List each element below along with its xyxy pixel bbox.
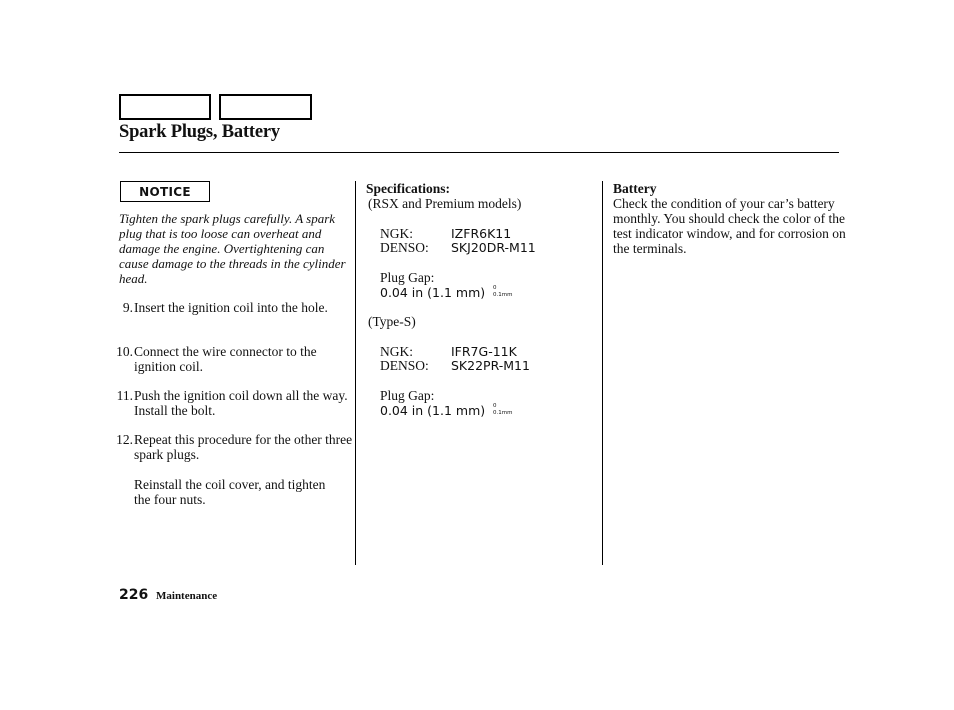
step-number: 12.: [116, 432, 133, 447]
rsx-gap-tolerance-bottom: 0.1mm: [493, 292, 513, 298]
types-gap-value: 0.04 in (1.1 mm): [380, 403, 486, 418]
step-text: Repeat this procedure for the other three spark plugs.: [134, 432, 353, 462]
types-label: (Type-S): [368, 314, 416, 329]
types-denso-label: DENSO:: [380, 358, 429, 373]
battery-heading: Battery: [613, 181, 657, 196]
rsx-gap-value: 0.04 in (1.1 mm): [380, 285, 486, 300]
step-text: Insert the ignition coil into the hole.: [134, 300, 328, 315]
step-number: 11.: [116, 388, 133, 403]
notice-badge: [120, 181, 210, 202]
step-item: [113, 344, 353, 374]
page-title: Spark Plugs, Battery: [119, 122, 280, 142]
battery-section: [613, 181, 848, 256]
types-gap-tolerance-top: 0: [493, 403, 497, 409]
nav-button-2[interactable]: [219, 94, 312, 120]
rsx-denso-label: DENSO:: [380, 240, 429, 255]
notice-label: NOTICE: [139, 184, 191, 199]
column-divider-1: [355, 181, 356, 565]
nav-button-1[interactable]: [119, 94, 211, 120]
step-item: [113, 388, 353, 418]
rsx-denso-value: SKJ20DR-M11: [451, 240, 536, 255]
step-item: [113, 300, 353, 315]
types-ngk-label: NGK:: [380, 344, 413, 359]
rsx-ngk-value: IZFR6K11: [451, 226, 512, 241]
rsx-gap-label: Plug Gap:: [380, 270, 435, 285]
page-number: 226: [119, 587, 149, 603]
step-number: 10.: [116, 344, 133, 359]
step-text: Push the ignition coil down all the way. Install the bolt.: [134, 388, 348, 418]
specs-heading: Specifications:: [366, 181, 450, 196]
rsx-label: (RSX and Premium models): [368, 196, 522, 211]
battery-text: Check the condition of your car’s battery monthly. You should check the color of the test indicator window, and for corrosion on the terminals.: [613, 196, 846, 256]
rsx-gap-tolerance-top: 0: [493, 285, 497, 291]
rsx-ngk-label: NGK:: [380, 226, 413, 241]
notice-text: Tighten the spark plugs carefully. A spark plug that is too loose can overheat and damage the engine. Overtightening can cause damage to the threads in the cylinder head.: [119, 211, 346, 286]
title-rule: [119, 152, 839, 153]
types-gap-label: Plug Gap:: [380, 388, 435, 403]
step-number: 9.: [122, 300, 133, 315]
step-text: Connect the wire connector to the ignition coil.: [134, 344, 317, 374]
column-divider-2: [602, 181, 603, 565]
section-name: Maintenance: [156, 590, 218, 602]
step-item: [113, 432, 353, 462]
types-gap-tolerance-bottom: 0.1mm: [493, 410, 513, 416]
types-ngk-value: IFR7G-11K: [451, 344, 517, 359]
reinstall-text: Reinstall the coil cover, and tighten the four nuts.: [134, 477, 326, 507]
types-denso-value: SK22PR-M11: [451, 358, 530, 373]
